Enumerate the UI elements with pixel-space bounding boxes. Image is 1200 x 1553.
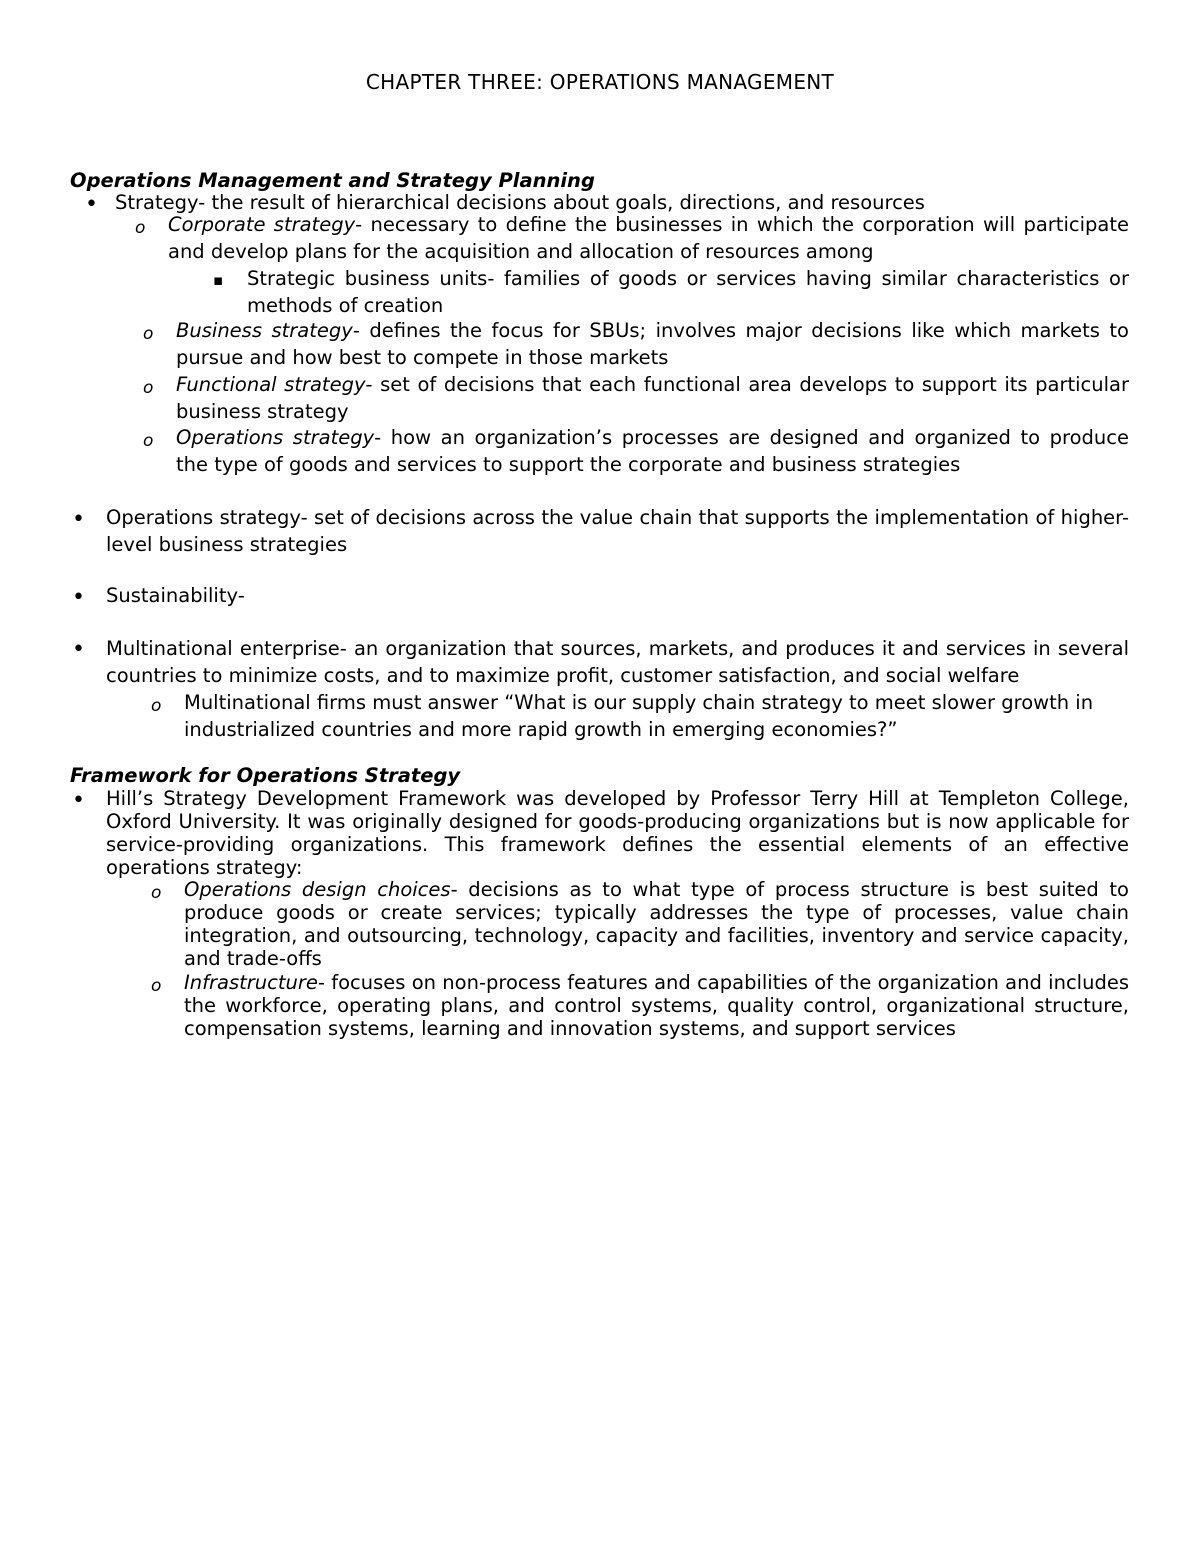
list-item-operations-strategy bbox=[176, 425, 1129, 478]
term-infrastructure: Infrastructure bbox=[184, 971, 318, 994]
bullet-disc-icon: • bbox=[72, 507, 85, 532]
list-item-infrastructure bbox=[184, 971, 1129, 1040]
def-functional-strategy: - set of decisions that each functional area develops to support its particular business strategy bbox=[176, 373, 1129, 423]
list-item-sbu bbox=[247, 266, 1129, 319]
text-sbu: Strategic business units- families of goods or services having similar characteristics or methods of creation bbox=[247, 267, 1129, 317]
list-item-design-choices bbox=[184, 878, 1129, 970]
bullet-circle-icon: o bbox=[143, 324, 154, 344]
def-infrastructure: - focuses on non-process features and capabilities of the organization and includes the workforce, operating plans, and control systems, quality control, organizational structure, compensation systems, learning and innovation systems, and support services bbox=[184, 971, 1129, 1040]
page-title: CHAPTER THREE: OPERATIONS MANAGEMENT bbox=[365, 70, 835, 94]
def-strategy: - the result of hierarchical decisions about goals, directions, and resources bbox=[198, 191, 925, 214]
list-item-hill-framework bbox=[106, 787, 1129, 879]
term-business-strategy: Business strategy bbox=[176, 319, 353, 342]
def-corporate-strategy: - necessary to define the businesses in which the corporation will participate and develop plans for the acquisition and allocation of resources among bbox=[168, 213, 1129, 263]
bullet-circle-icon: o bbox=[135, 218, 146, 238]
term-functional-strategy: Functional strategy bbox=[176, 373, 366, 396]
bullet-circle-icon: o bbox=[151, 883, 162, 903]
text-sustainability: Sustainability- bbox=[106, 584, 245, 607]
list-item-corporate-strategy bbox=[168, 212, 1129, 265]
bullet-circle-icon: o bbox=[151, 976, 162, 996]
list-item-functional-strategy bbox=[176, 372, 1129, 425]
def-business-strategy: - defines the focus for SBUs; involves major decisions like which markets to pursue and how best to compete in those markets bbox=[176, 319, 1129, 369]
def-operations-strategy: - how an organization’s processes are designed and organized to produce the type of goods and services to support the corporate and business strategies bbox=[176, 426, 1129, 476]
list-item-operations-strategy-def bbox=[106, 505, 1129, 558]
bullet-disc-icon: • bbox=[85, 192, 98, 217]
list-item-multinational bbox=[106, 636, 1129, 689]
list-item-sustainability bbox=[106, 583, 1129, 610]
text-hill-framework: Hill’s Strategy Development Framework was developed by Professor Terry Hill at Templeton College, Oxford University. It was originally designed for goods-producing organizations but is now applicable for service-providing organizations. This framework defines the essential elements of an effective operations strategy: bbox=[106, 787, 1129, 879]
text-ops-strategy: Operations strategy- set of decisions across the value chain that supports the implementation of higher-level business strategies bbox=[106, 506, 1129, 556]
text-multinational-question: Multinational firms must answer “What is our supply chain strategy to meet slower growth in industrialized countries and more rapid growth in emerging economies?” bbox=[184, 691, 1094, 741]
bullet-disc-icon: • bbox=[72, 585, 85, 610]
bullet-square-icon: ▪ bbox=[213, 271, 224, 289]
bullet-circle-icon: o bbox=[143, 378, 154, 398]
section-heading-framework: Framework for Operations Strategy bbox=[70, 764, 461, 787]
list-item-business-strategy bbox=[176, 318, 1129, 371]
bullet-disc-icon: • bbox=[72, 788, 85, 813]
def-design-choices: - decisions as to what type of process structure is best suited to produce goods or create services; typically addresses the type of processes, value chain integration, and outsourcing, technology, capacity and facilities, inventory and service capacity, and trade-offs bbox=[184, 878, 1129, 970]
term-strategy: Strategy bbox=[115, 191, 199, 214]
text-multinational: Multinational enterprise- an organization that sources, markets, and produces it and services in several countries to minimize costs, and to maximize profit, customer satisfaction, and social welfare bbox=[106, 637, 1129, 687]
bullet-circle-icon: o bbox=[151, 696, 162, 716]
term-operations-strategy: Operations strategy bbox=[176, 426, 375, 449]
bullet-circle-icon: o bbox=[143, 431, 154, 451]
term-design-choices: Operations design choices bbox=[184, 878, 451, 901]
bullet-disc-icon: • bbox=[72, 637, 85, 662]
term-corporate-strategy: Corporate strategy bbox=[168, 213, 356, 236]
list-item-multinational-question bbox=[184, 690, 1129, 743]
section-heading-strategy-planning: Operations Management and Strategy Planning bbox=[70, 169, 595, 192]
